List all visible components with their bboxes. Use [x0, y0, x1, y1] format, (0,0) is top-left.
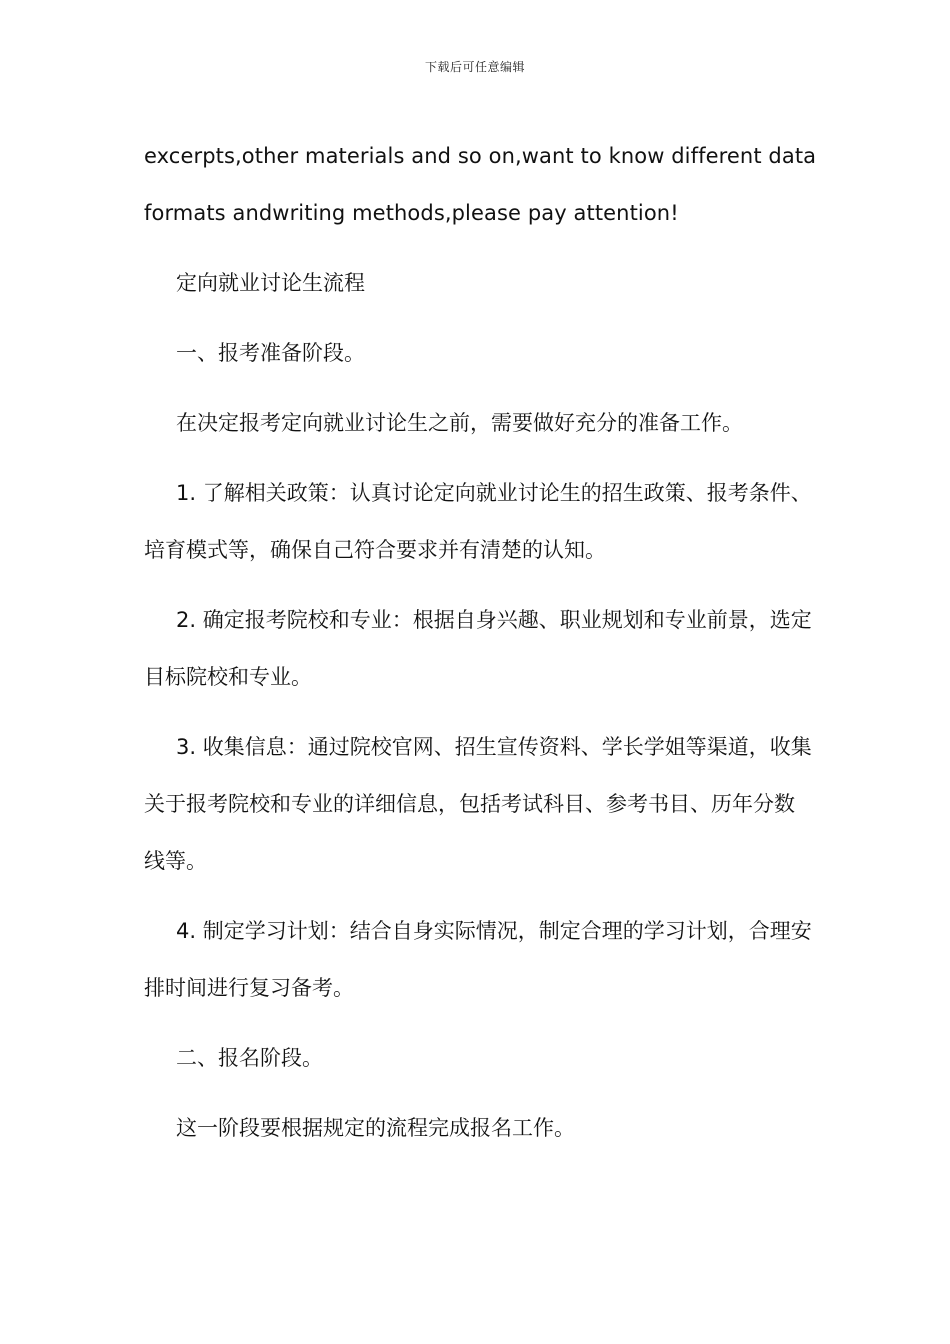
- paragraph-line: 4. 制定学习计划：结合自身实际情况，制定合理的学习计划，合理安: [176, 919, 812, 943]
- section-heading-2: [144, 1030, 806, 1087]
- paragraph-line: 1. 了解相关政策：认真讨论定向就业讨论生的招生政策、报考条件、: [176, 481, 812, 505]
- paragraph-line: 培育模式等，确保自己符合要求并有清楚的认知。: [144, 538, 606, 562]
- list-item-1: [144, 465, 812, 579]
- paragraph-line: 这一阶段要根据规定的流程完成报名工作。: [176, 1116, 575, 1140]
- section-title: [144, 255, 806, 312]
- paragraph-line: 在决定报考定向就业讨论生之前，需要做好充分的准备工作。: [176, 411, 743, 435]
- paragraph-line: 排时间进行复习备考。: [144, 976, 354, 1000]
- paragraph-line: 一、报考准备阶段。: [176, 341, 365, 365]
- section-heading-1: [144, 325, 806, 382]
- paragraph: [144, 395, 806, 452]
- paragraph-line: 线等。: [144, 849, 207, 873]
- paragraph-intro-english: [144, 128, 817, 242]
- paragraph: [144, 1100, 806, 1157]
- paragraph-line: 二、报名阶段。: [176, 1046, 323, 1070]
- list-item-3: [144, 719, 812, 890]
- paragraph-line: 3. 收集信息：通过院校官网、招生宣传资料、学长学姐等渠道，收集: [176, 735, 812, 759]
- paragraph-line: 2. 确定报考院校和专业：根据自身兴趣、职业规划和专业前景，选定: [176, 608, 812, 632]
- list-item-4: [144, 903, 812, 1017]
- paragraph-line: 定向就业讨论生流程: [176, 271, 365, 295]
- list-item-2: [144, 592, 812, 706]
- paragraph-line: excerpts,other materials and so on,want to know different data: [144, 144, 817, 168]
- paragraph-line: 关于报考院校和专业的详细信息，包括考试科目、参考书目、历年分数: [144, 792, 795, 816]
- paragraph-line: formats andwriting methods,please pay attention!: [144, 201, 679, 225]
- document-body: [144, 128, 817, 1157]
- paragraph-line: 目标院校和专业。: [144, 665, 312, 689]
- page-header: 下载后可任意编辑: [424, 60, 525, 74]
